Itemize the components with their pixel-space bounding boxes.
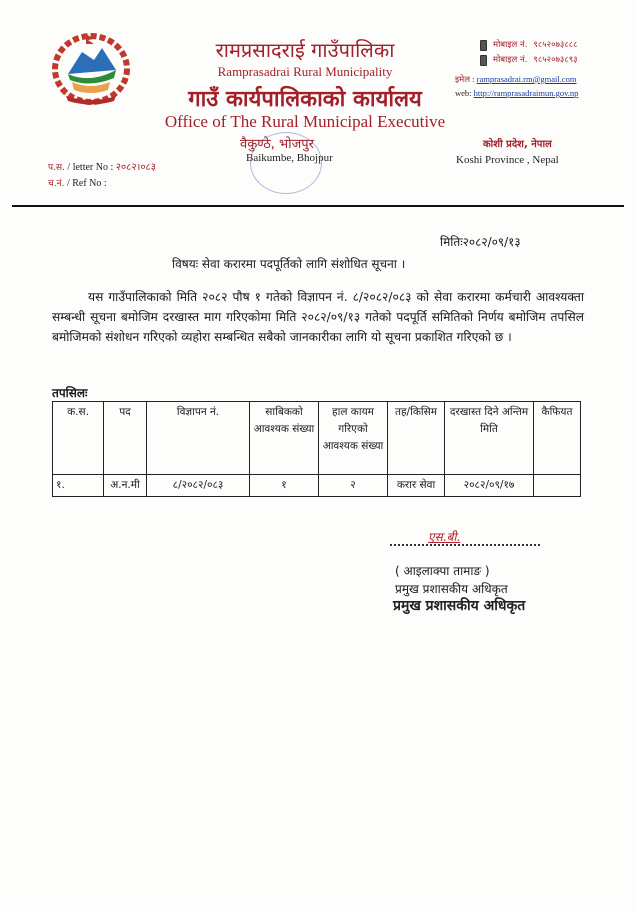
table-row xyxy=(53,475,581,497)
email-link[interactable]: ramprasadrai.rm@gmail.com xyxy=(476,74,577,84)
ref-label-np: च.नं. xyxy=(48,179,65,189)
col-level-type: तह/किसिम xyxy=(388,402,445,475)
contact-online xyxy=(455,72,578,100)
details-table xyxy=(52,401,581,497)
letter-label-en: / letter No : xyxy=(67,162,114,173)
mobile-number-1: ९८५२०७३८८८ xyxy=(533,40,578,50)
office-name-nepali: गाउँ कार्यपालिकाको कार्यालय xyxy=(188,87,422,112)
mobile-label: मोबाइल नं. xyxy=(493,55,528,65)
mobile-phone-icon xyxy=(480,55,487,66)
table-header-row xyxy=(53,402,581,475)
col-serial: क.स. xyxy=(53,402,104,475)
cell-previous-count: १ xyxy=(250,475,319,497)
header-divider xyxy=(12,205,624,207)
office-name-english: Office of The Rural Municipal Executive xyxy=(164,112,446,131)
cell-deadline: २०८२/०९/१७ xyxy=(445,475,534,497)
notice-body: यस गाउँपालिकाको मिति २०८२ पौष १ गतेको विज्ञापन नं. ८/२०८२/०८३ को सेवा करारमा कर्मचारी आवश्यक्ता सम्बन्धी सूचना बमोजिम दरखास्त माग गरिएकोमा मिति २०८२/०९/१३ गतेको पदपूर्ति समितिको निर्णय बमोजिम तपसिल बमोजिमको संशोधन गरिएको व्यहोरा सम्बन्धित सबैको जानकारीका लागि यो सूचना प्रकाशित गरिएको छ । xyxy=(52,290,584,344)
mobile-phone-icon xyxy=(480,40,487,51)
cell-level-type: करार सेवा xyxy=(388,475,445,497)
location-english: Baikumbe, Bhojpur xyxy=(246,152,333,164)
province-nepali: कोशी प्रदेश, नेपाल xyxy=(483,139,552,150)
cell-ad-number: ८/२०८२/०८३ xyxy=(147,475,250,497)
letter-number-line xyxy=(48,160,156,176)
cell-post: अ.न.मी xyxy=(104,475,147,497)
cell-serial: १. xyxy=(53,475,104,497)
letter-number: २०८२।०८३ xyxy=(115,162,156,173)
location-nepali: वैकुण्ठे, भोजपुर xyxy=(240,137,314,152)
notice-date: मितिः२०८२/०९/१३ xyxy=(440,235,521,249)
col-ad-number: विज्ञापन नं. xyxy=(147,402,250,475)
signature-mark: एस.बी. xyxy=(428,530,461,544)
col-post: पद xyxy=(104,402,147,475)
municipality-emblem-icon xyxy=(50,30,132,108)
col-remarks: कैफियत xyxy=(534,402,581,475)
website-link[interactable]: http://ramprasadraimun.gov.np xyxy=(473,88,579,98)
col-current-count: हाल कायम गरिएको आवश्यक संख्या xyxy=(319,402,388,475)
org-name-nepali: रामप्रसादराई गाउँपालिका xyxy=(215,38,395,62)
signature-line xyxy=(390,544,540,546)
col-deadline: दरखास्त दिने अन्तिम मिति xyxy=(445,402,534,475)
phone-row-2 xyxy=(480,53,578,68)
cell-remarks xyxy=(534,475,581,497)
mobile-label: मोबाइल नं. xyxy=(493,40,528,50)
org-name-english: Ramprasadrai Rural Municipality xyxy=(217,64,393,79)
signatory-title: प्रमुख प्रशासकीय अधिकृत xyxy=(395,582,508,596)
col-previous-count: साबिकको आवश्यक संख्या xyxy=(250,402,319,475)
contact-phones xyxy=(480,38,578,68)
signatory-stamp: प्रमुख प्रशासकीय अधिकृत xyxy=(393,598,526,614)
office-stamp xyxy=(250,132,322,194)
email-label: इमेल : xyxy=(455,74,475,84)
cell-current-count: २ xyxy=(319,475,388,497)
letter-label-np: प.स. xyxy=(48,163,65,173)
ref-number-line xyxy=(48,176,156,192)
province-english: Koshi Province , Nepal xyxy=(456,154,559,166)
phone-row-1 xyxy=(480,38,578,53)
web-label: web: xyxy=(455,88,472,98)
ref-label-en: / Ref No : xyxy=(66,178,107,189)
signatory-name: ( आइलाक्पा तामाङ ) xyxy=(395,564,490,578)
notice-subject: विषयः सेवा करारमा पदपूर्तिको लागि संशोधित सूचना । xyxy=(172,257,406,271)
reference-block xyxy=(48,160,156,192)
mobile-number-2: ९८५२०७३८९३ xyxy=(533,55,578,65)
table-label: तपसिलः xyxy=(52,386,88,400)
